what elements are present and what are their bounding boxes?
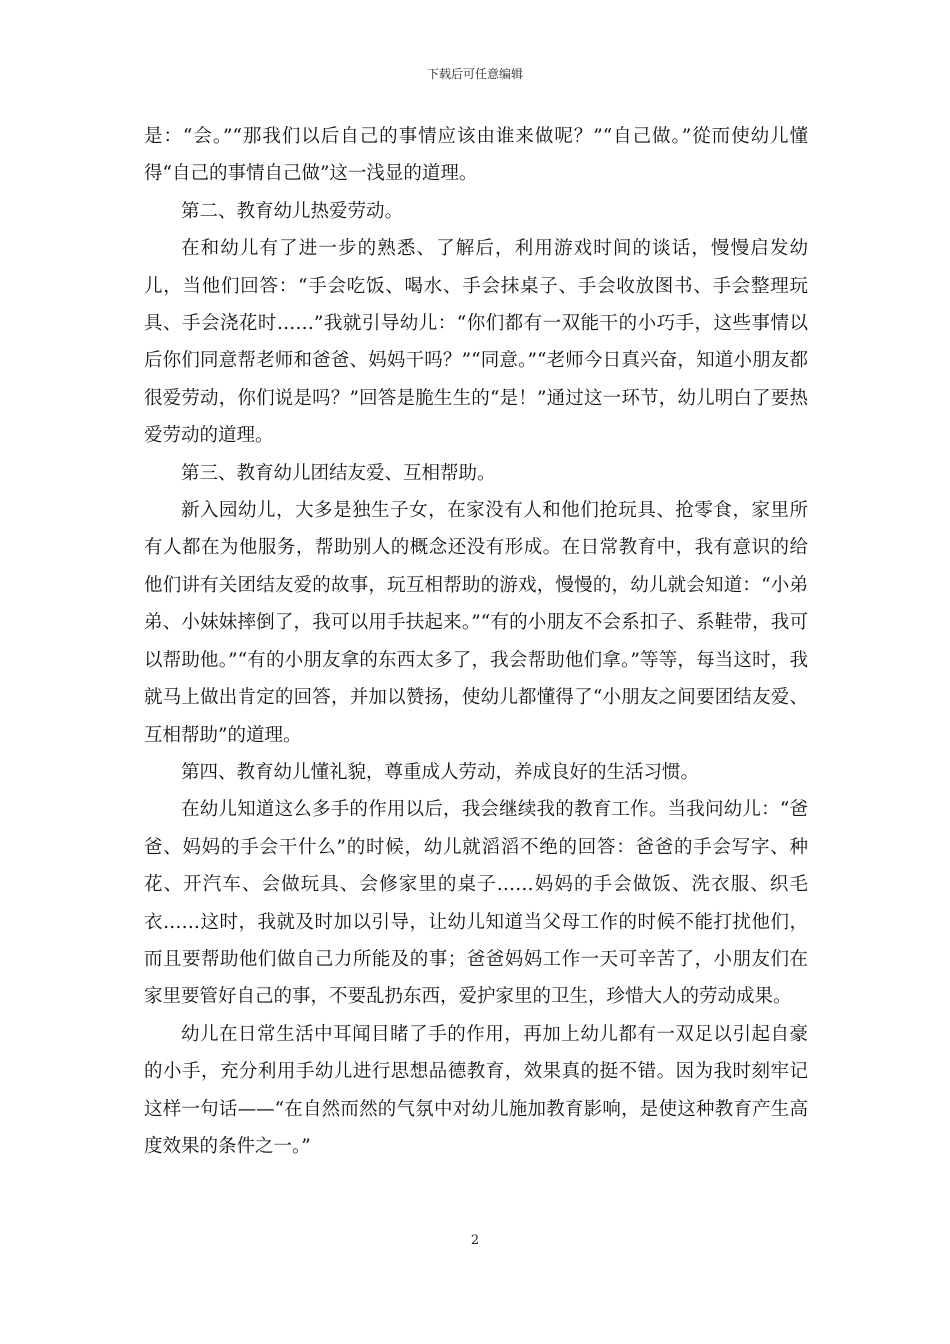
page-number: 2 bbox=[470, 1233, 480, 1248]
paragraph-2-heading: 第二、教育幼儿热爱劳动。 bbox=[181, 200, 404, 222]
paragraph-5: 新入园幼儿，大多是独生子女，在家没有人和他们抢玩具、抢零食，家里所有人都在为他服务，帮助别人的概念还没有形成。在日常教育中，我有意识的给他们讲有关团结友爱的故事，玩互相帮助的游戏，慢慢的，幼儿就会知道：“小弟弟、小妹妹摔倒了，我可以用手扶起来。”“有的小朋友不会系扣子、系鞋带，我可以帮助他。”“有的小朋友拿的东西太多了，我会帮助他们拿。”等等，每当这时，我就马上做出肯定的回答，并加以赞扬，使幼儿都懂得了“小朋友之间要团结友爱、互相帮助”的道理。 bbox=[144, 500, 808, 746]
paragraph-1: 是：“会。”“那我们以后自己的事情应该由谁来做呢？”“自己做。”從而使幼儿懂得“自己的事情自己做”这一浅显的道理。 bbox=[144, 126, 808, 185]
paragraph-6-heading: 第四、教育幼儿懂礼貌，尊重成人劳动，养成良好的生活习惯。 bbox=[181, 761, 700, 783]
page-header: 下载后可任意编辑 bbox=[426, 67, 523, 81]
paragraph-7: 在幼儿知道这么多手的作用以后，我会继续我的教育工作。当我问幼儿：“爸爸、妈妈的手会干什么”的时候，幼儿就滔滔不绝的回答：爸爸的手会写字、种花、开汽车、会做玩具、会修家里的桌子……妈妈的手会做饭、洗衣服、织毛衣……这时，我就及时加以引导，让幼儿知道当父母工作的时候不能打扰他们，而且要帮助他们做自己力所能及的事；爸爸妈妈工作一天可辛苦了，小朋友们在家里要管好自己的事，不要乱扔东西，爱护家里的卫生，珍惜大人的劳动成果。 bbox=[144, 799, 808, 1008]
paragraph-3: 在和幼儿有了进一步的熟悉、了解后，利用游戏时间的谈话，慢慢启发幼儿，当他们回答：“手会吃饭、喝水、手会抹桌子、手会收放图书、手会整理玩具、手会浇花时……”我就引导幼儿：“你们都有一双能干的小巧手，这些事情以后你们同意帮老师和爸爸、妈妈干吗？”“同意。”“老师今日真兴奋，知道小朋友都很爱劳动，你们说是吗？”回答是脆生生的“是！”通过这一环节，幼儿明白了要热爱劳动的道理。 bbox=[144, 238, 808, 447]
document-body bbox=[144, 118, 808, 1165]
paragraph-4-heading: 第三、教育幼儿团结友爱、互相帮助。 bbox=[181, 462, 496, 484]
paragraph-8: 幼儿在日常生活中耳闻目睹了手的作用，再加上幼儿都有一双足以引起自豪的小手，充分利用手幼儿进行思想品德教育，效果真的挺不错。因为我时刻牢记这样一句话——“在自然而然的气氛中对幼儿施加教育影响，是使这种教育产生高度效果的条件之一。” bbox=[144, 1023, 808, 1157]
